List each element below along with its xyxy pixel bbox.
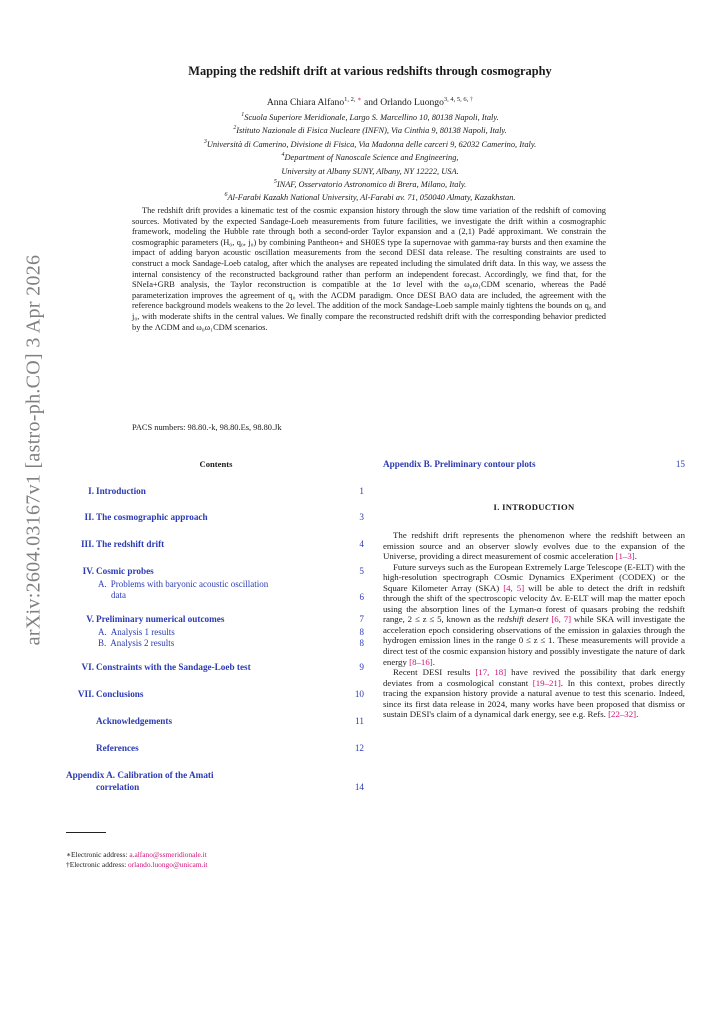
affiliation: $^3$Università di Camerino, Divisione di Fisica, Via Madonna delle carceri 9, 62032 Camerino, Italy. xyxy=(203,138,537,149)
paragraph: Recent DESI results [17, 18] have revived the possibility that dark energy deviates from a cosmological constant [19–21]. In this context, probes directly tracing the expansion history provide a natural avenue to test this scenario. Indeed, since its first data release in 2024, many works have been proposed that dismiss or sustain DESI's claim of a dynamical dark energy, see e.g. Refs. [22–32]. xyxy=(383,667,686,720)
section-heading-introduction: I. INTRODUCTION xyxy=(493,502,575,512)
citation-link[interactable]: [8–16] xyxy=(409,656,433,667)
toc-entry-bao-problems[interactable]: A. Problems with baryonic acoustic oscillation data 6 xyxy=(98,579,364,602)
citation-link[interactable]: [6, 7] xyxy=(551,614,572,625)
citation-link[interactable]: [17, 18] xyxy=(475,667,507,678)
affiliations xyxy=(60,110,680,204)
footnote-rule xyxy=(66,832,106,833)
author-name: Anna Chiara Alfano xyxy=(266,97,345,109)
footnote-mark-link[interactable]: ∗ xyxy=(357,96,362,103)
toc-entry-analysis-1[interactable]: A. Analysis 1 results 8 xyxy=(98,627,364,637)
footnote: ∗Electronic address: a.alfano@ssmeridionale.it xyxy=(66,850,207,859)
citation-link[interactable]: [19–21] xyxy=(532,677,561,688)
toc-entry-analysis-2[interactable]: B. Analysis 2 results 8 xyxy=(98,638,364,648)
toc-entry-introduction[interactable]: I. Introduction 1 xyxy=(88,486,364,496)
arxiv-identifier: arXiv:2604.03167v1 [astro-ph.CO] 3 Apr 2026 xyxy=(22,254,45,646)
arxiv-side-stamp xyxy=(10,220,58,680)
affiliation: $^6$Al-Farabi Kazakh National University, Al-Farabi av. 71, 050040 Almaty, Kazakhstan. xyxy=(224,192,516,203)
table-of-contents xyxy=(66,486,364,793)
author-affil-sup: 3, 4, 5, 6, xyxy=(443,96,470,103)
email-link[interactable]: a.alfano@ssmeridionale.it xyxy=(129,850,207,859)
affiliation: $^4$Department of Nanoscale Science and Engineering, xyxy=(281,152,459,162)
citation-link[interactable]: [22–32] xyxy=(608,709,637,720)
author-affil-sup: 1, 2, xyxy=(344,96,358,103)
paragraph: Future surveys such as the European Extremely Large Telescope (E-ELT) with the high-resolution spectrograph COsmic Dynamics EXperiment (CODEX) or the Square Kilometer Array (SKA) [4, 5] will be able to detect the drift in redshift through the shift of the spectroscopic velocity Δv. E-ELT will map the matter epoch using the absorption lines of the Lyman-α forest of quasars probing the redshift range, 2 ≤ z ≤ 5, known as the redshift desert [6, 7] while SKA will investigate the acceleration epoch considering observations of the emission in galaxies through the hydrogen emission lines in the range 0 ≤ z ≤ 1. These measurements will provide a direct test of the cosmic expansion history and possibly investigate the nature of dark energy [8–16]. xyxy=(383,561,686,667)
affiliation: $^5$INAF, Osservatorio Astronomico di Brera, Milano, Italy. xyxy=(273,178,467,189)
contents-heading: Contents xyxy=(199,459,233,469)
introduction-body xyxy=(383,530,685,720)
affiliation: $^1$Scuola Superiore Meridionale, Largo S. Marcellino 10, 80138 Napoli, Italy. xyxy=(241,112,499,122)
toc-entry-references[interactable]: References 12 xyxy=(96,743,364,753)
citation-link[interactable]: [1–3] xyxy=(615,551,635,562)
footnotes xyxy=(66,850,207,870)
paper-title: Mapping the redshift drift at various redshifts through cosmography xyxy=(188,64,552,78)
toc-entry-conclusions[interactable]: VII. Conclusions 10 xyxy=(77,689,364,699)
toc-entry-redshift-drift[interactable]: III. The redshift drift 4 xyxy=(80,539,364,549)
author-line xyxy=(60,95,680,108)
toc-entry-cosmic-probes[interactable]: IV. Cosmic probes 5 xyxy=(82,566,364,576)
citation-link[interactable]: [4, 5] xyxy=(503,582,525,593)
affiliation: University at Albany SUNY, Albany, NY 12222, USA. xyxy=(281,166,459,176)
toc-entry-preliminary-outcomes[interactable]: V. Preliminary numerical outcomes 7 xyxy=(86,614,364,624)
abstract: The redshift drift provides a kinematic test of the cosmic expansion history through the slow time variation of the redshift of comoving sources. Motivated by the expected Sandage-Loeb measurements from future facilities, we investigate the drift within a cosmographic framework, modeling the Hubble rate through both a second-order Taylor expansion and a (2,1) Padé approximant. We constrain the cosmographic parameters (H₀, q₀, j₀) by combining Pantheon+ and SH0ES type Ia supernovae with gamma-ray bursts and then examine the impact of adding baryon acoustic oscillation measurements from the second DESI data release. The resulting constraints are used to construct a mock Sandage-Loeb catalog, after which the analyses are repeated including the simulated drift data. In this way, we assess the internal consistency of the reconstructed background rather than perform an independent forecast. Accordingly, we find that, for the SNeIa+GRB analysis, the Taylor reconstruction is compatible at the 1σ level with the ω₀ω₁CDM scenario, whereas the Padé parameterization improves the agreement of q₀ with the ΛCDM paradigm. Once DESI BAO data are included, the agreement with the reference background models weakens to the 2σ level. The addition of the mock Sandage-Loeb sample mainly tightens the bounds on q₀ and j₀, with moderate shifts in the central values. We finally compare the reconstructed redshift drift with the corresponding behavior predicted by the ΛCDM and ω₀ω₁CDM scenarios. xyxy=(132,206,606,332)
footnote-mark-link[interactable]: † xyxy=(469,96,474,103)
footnote: †Electronic address: orlando.luongo@unicam.it xyxy=(66,860,208,869)
toc-entry-appendix-a[interactable]: Appendix A. Calibration of the Amati correlation 14 xyxy=(66,770,364,792)
toc-entry-acknowledgements[interactable]: Acknowledgements 11 xyxy=(96,716,364,726)
author-name: Orlando Luongo xyxy=(380,97,444,109)
toc-entry-cosmographic-approach[interactable]: II. The cosmographic approach 3 xyxy=(84,512,364,522)
email-link[interactable]: orlando.luongo@unicam.it xyxy=(127,860,208,869)
toc-entry-appendix-b[interactable]: Appendix B. Preliminary contour plots 15 xyxy=(383,459,685,469)
paragraph: The redshift drift represents the phenomenon where the redshift between an emission source and an observer slowly evolves due to the expansion of the Universe, providing a direct measurement of cosmic acceleration [1–3]. xyxy=(383,530,685,562)
affiliation: $^2$Istituto Nazionale di Fisica Nucleare (INFN), Via Cinthia 9, 80138 Napoli, Italy. xyxy=(233,125,507,136)
author-conjunction: and xyxy=(361,97,381,109)
pacs-numbers: PACS numbers: 98.80.-k, 98.80.Es, 98.80.Jk xyxy=(132,423,282,432)
toc-entry-sandage-loeb[interactable]: VI. Constraints with the Sandage-Loeb test 9 xyxy=(81,662,364,672)
